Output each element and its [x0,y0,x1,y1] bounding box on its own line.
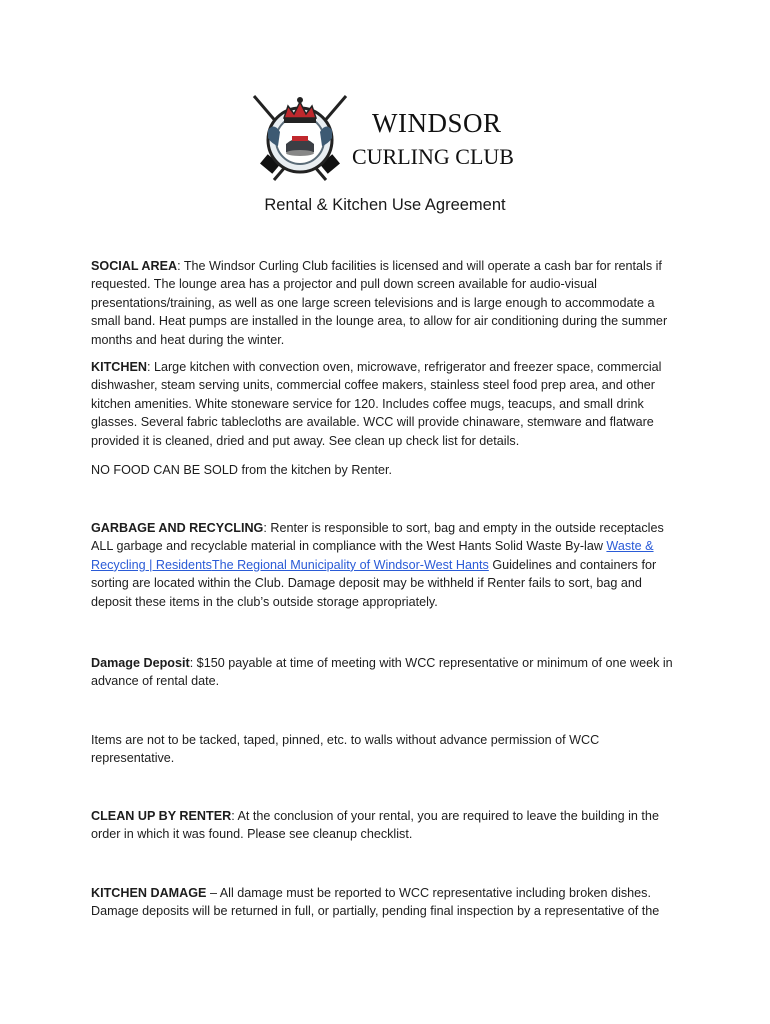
kitchen-damage-label: KITCHEN DAMAGE [91,886,207,900]
waste-recycling-link[interactable]: Waste & Recycling | Residents [91,539,654,572]
garbage-label: GARBAGE AND RECYCLING [91,521,264,535]
section-social-area [91,257,681,349]
no-food-text: NO FOOD CAN BE SOLD from the kitchen by Renter. [91,463,392,477]
damage-deposit-label: Damage Deposit [91,656,190,670]
document-title: Rental & Kitchen Use Agreement [264,196,506,214]
logo-text-windsor: WINDSOR [372,108,502,138]
logo-text-curling-club: CURLING CLUB [352,144,514,169]
kitchen-damage-text: – All damage must be reported to WCC representative including broken dishes. Damage deposits will be returned in full, or partially, pending final inspection by a representative of the [91,886,660,919]
clean-up-text: : At the conclusion of your rental, you are required to leave the building in the order in which it was found. Please see cleanup checklist. [91,809,659,842]
section-kitchen [91,358,681,450]
wall-items-text: Items are not to be tacked, taped, pinned, etc. to walls without advance permission of WCC representative. [91,733,600,766]
garbage-text-after: Guidelines and containers for sorting are located within the Club. Damage deposit may be withheld if Renter fails to sort, bag and deposit these items in the club’s outside storage appropriately. [91,557,657,609]
section-clean-up [91,807,681,844]
club-logo [248,92,518,184]
damage-deposit-text: : $150 payable at time of meeting with WCC representative or minimum of one week in advance of rental date. [91,656,673,689]
clean-up-label: CLEAN UP BY RENTER [91,809,232,823]
no-food-notice [91,461,681,479]
section-kitchen-damage [91,884,681,921]
section-garbage-recycling [91,519,681,611]
social-area-label: SOCIAL AREA [91,259,178,273]
kitchen-label: KITCHEN [91,360,147,374]
garbage-text-before: : Renter is responsible to sort, bag and empty in the outside receptacles ALL garbage and recyclable material in compliance with the West Hants Solid Waste By-law [91,521,664,554]
municipality-link[interactable]: The Regional Municipality of Windsor-West Hants [211,557,489,572]
curling-club-emblem [248,92,352,184]
kitchen-text: : Large kitchen with convection oven, microwave, refrigerator and freezer space, commercial dishwasher, steam serving units, commercial coffee makers, stainless steel food prep area, and other kitchen amenities. White stoneware service for 120. Includes coffee mugs, teacups, and small drink glasses. Several fabric tablecloths are available. WCC will provide chinaware, stemware and flatware provided it is cleaned, dried and put away. See clean up check list for details. [91,360,662,448]
section-wall-items [91,731,681,768]
social-area-text: : The Windsor Curling Club facilities is licensed and will operate a cash bar for rentals if requested. The lounge area has a projector and pull down screen available for audio-visual presentations/training, as well as one large screen televisions and is large enough to accommodate a small band. Heat pumps are installed in the lounge area, to allow for air conditioning during the summer months and heat during the winter. [91,259,668,347]
section-damage-deposit [91,654,681,691]
